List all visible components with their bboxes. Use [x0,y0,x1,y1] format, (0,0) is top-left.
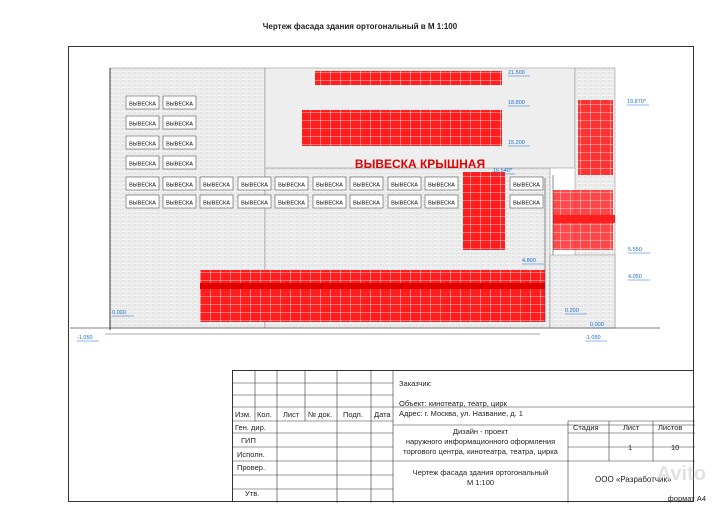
project-line3: торгового центра, кинотеатра, театра, цирка [403,447,558,456]
sign-label: ВЫВЕСКА [353,200,380,207]
drawing-name2: М 1:100 [466,478,495,487]
sheets-value: 10 [671,443,680,452]
sign-label: ВЫВЕСКА [203,182,230,189]
sign-label: ВЫВЕСКА [391,182,418,189]
elevation-mark: -1.050 [585,335,601,341]
project-line1: Дизайн - проект [452,427,509,436]
sign-label: ВЫВЕСКА [241,200,268,207]
glazing-mid [302,110,502,146]
drawing-name1: Чертеж фасада здания ортогональный [412,468,549,477]
sign-label: ВЫВЕСКА [166,101,193,108]
sign-label: ВЫВЕСКА [129,182,156,189]
sign-label: ВЫВЕСКА [391,200,418,207]
col-kol: Кол. [257,410,272,419]
elevation-mark: 4.050 [628,274,642,280]
col-podp: Подп. [343,410,363,419]
sign-label: ВЫВЕСКА [513,182,540,189]
col-data: Дата [374,410,391,419]
sign-label: ВЫВЕСКА [129,121,156,128]
sign-label: ВЫВЕСКА [428,182,455,189]
sheets-header: Листов [658,423,683,432]
sign-label: ВЫВЕСКА [316,200,343,207]
glazing-top [315,71,502,85]
row-ispoln: Исполн. [237,450,265,459]
sign-label: ВЫВЕСКА [513,200,540,207]
row-gip: ГИП [241,436,256,445]
row-prover: Провер. [237,463,266,472]
sign-label: ВЫВЕСКА [129,200,156,207]
elevation-mark: 4.800 [522,258,536,264]
sign-label: ВЫВЕСКА [316,182,343,189]
project-line2: наружного информационного оформления [405,437,556,446]
elevation-mark: 16.540* [493,168,512,174]
col-list: Лист [283,410,300,419]
sign-label: ВЫВЕСКА [278,200,305,207]
row-utv: Утв. [245,489,260,498]
sign-label: ВЫВЕСКА [166,200,193,207]
roof-sign: ВЫВЕСКА КРЫШНАЯ [354,157,486,171]
customer-label: Заказчик: [399,379,432,388]
sign-label: ВЫВЕСКА [166,121,193,128]
sheet-value: 1 [628,443,633,452]
sign-label: ВЫВЕСКА [129,141,156,148]
title-block [232,370,694,502]
object-line: Объект: кинотеатр, театр, цирк [399,399,507,408]
developer: ООО «Разработчик» [595,475,672,484]
elevation-mark: 0.200 [565,308,579,314]
elevation-mark: 19.870* [627,99,646,105]
elevation-mark: -1.050 [77,335,93,341]
sign-label: ВЫВЕСКА [166,161,193,168]
elevation-mark: 5.550 [628,247,642,253]
stage-header: Стадия [573,423,599,432]
elevation-mark: 0.000 [112,310,126,316]
sign-label: ВЫВЕСКА [241,182,268,189]
sign-label: ВЫВЕСКА [129,101,156,108]
glazing-ground [200,270,545,322]
row-gendir: Ген. дир. [235,423,266,432]
sign-label: ВЫВЕСКА [166,182,193,189]
sign-label: ВЫВЕСКА [353,182,380,189]
format-label: формат А4 [667,494,706,503]
address-line: Адрес: г. Москва, ул. Название, д. 1 [399,409,523,418]
drawing-title: Чертеж фасада здания ортогональный в М 1:100 [262,22,458,31]
sign-label: ВЫВЕСКА [203,200,230,207]
sign-label: ВЫВЕСКА [278,182,305,189]
watermark: Avito [656,463,706,485]
elevation-mark: 21.500 [508,70,525,76]
sign-label: ВЫВЕСКА [428,200,455,207]
sign-label: ВЫВЕСКА [129,161,156,168]
col-izm: Изм. [235,410,252,419]
col-doc: № док. [308,410,333,419]
elevation-mark: 15.200 [508,140,525,146]
sign-label: ВЫВЕСКА [166,141,193,148]
sheet-header: Лист [623,423,640,432]
elevation-mark: 0.000 [590,322,604,328]
elevation-mark: 18.800 [508,100,525,106]
